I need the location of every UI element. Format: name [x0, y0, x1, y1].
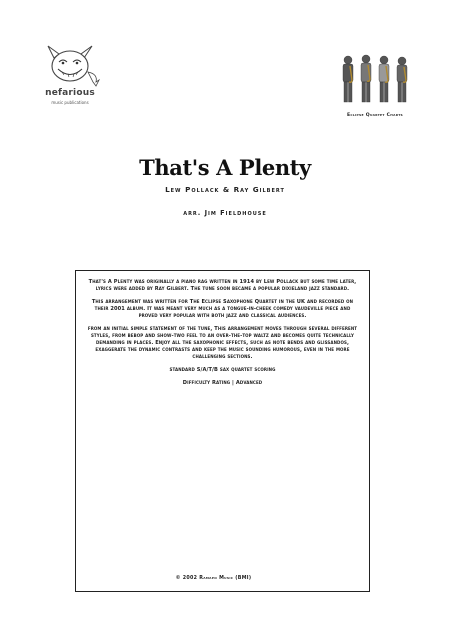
description-paragraph-styles: from an initial simple statement of the tune, This arrangement moves through several different styles, from bebop and show-two feel to an over-the-top waltz and becomes quite technically demanding in places. Enjoy all the saxophonic effects, such as note bends and glissandos, exaggerate the dynamic contrasts and keep the music sounding humorous, even in the more challenging sections. — [87, 326, 358, 360]
page-title: That's A Plenty — [139, 155, 311, 180]
description-difficulty: Difficulty Rating | Advanced — [182, 380, 263, 386]
devil-mascot-icon — [38, 42, 102, 88]
arranger-credit: arr. Jim Fieldhouse — [183, 209, 267, 217]
composer-credit: Lew Pollack & Ray Gilbert — [165, 185, 285, 194]
description-paragraph-recording: This arrangement was written for The Eclipse Saxophone Quartet in the UK and recorded on their 2001 album. It was meant very much as a tongue-in-cheek comedy vaudeville piece and proved very popular with both jazz and classical audiences. — [91, 299, 354, 319]
description-scoring: standard S/A/T/B sax quartet scoring — [169, 367, 276, 373]
description-paragraph-history: That's A Plenty was originally a piano rag written in 1914 by Lew Pollack but some time later, lyrics were added by Ray Gilbert. The tune soon became a popular dixieland jazz standard. — [88, 279, 357, 292]
logo-subtitle: music publications — [51, 100, 89, 105]
saxophone-quartet-photo — [338, 52, 412, 104]
description-box — [75, 270, 370, 592]
publisher-logo — [38, 42, 102, 118]
copyright-notice: © 2002 Ramapo Music (BMI) — [175, 576, 252, 581]
logo-name: nefarious — [45, 88, 95, 98]
quartet-caption: Eclipse Quartet Charts — [346, 113, 404, 118]
